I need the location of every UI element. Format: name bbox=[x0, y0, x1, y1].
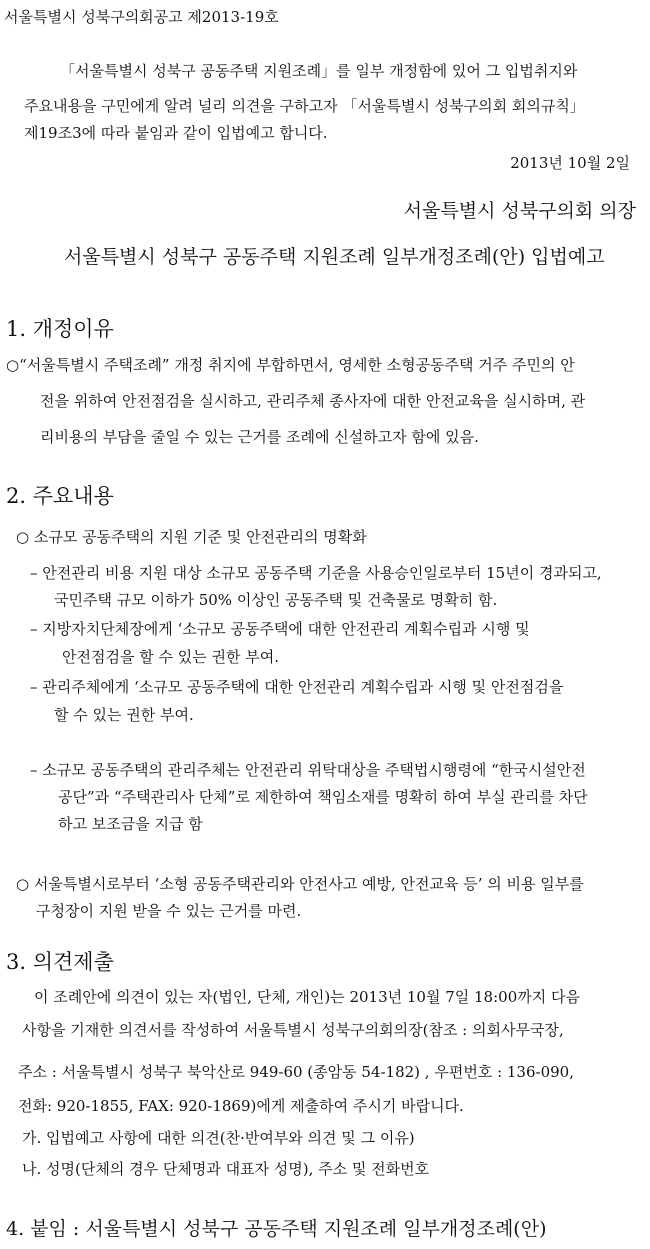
section-2-bullet-2-line-1: ○ 서울특별시로부터 ‘소형 공동주택관리와 안전사고 예방, 안전교육 등’ 의 비용 일부를 bbox=[16, 875, 584, 893]
section-3-heading: 3. 의견제출 bbox=[6, 950, 114, 974]
section-2-dash-2-line-2: 안전점검을 할 수 있는 권한 부여. bbox=[62, 648, 279, 666]
section-1-heading: 1. 개정이유 bbox=[6, 317, 114, 341]
section-3-item-ga: 가. 입법예고 사항에 대한 의견(찬·반여부와 의견 및 그 이유) bbox=[22, 1129, 415, 1147]
section-2-bullet-2-line-2: 구청장이 지원 받을 수 있는 근거를 마련. bbox=[36, 902, 302, 920]
intro-line-3: 제19조3에 따라 붙임과 같이 입법예고 합니다. bbox=[24, 124, 328, 142]
intro-line-2: 주요내용을 구민에게 알려 널리 의견을 구하고자 「서울특별시 성북구의회 회의규칙」 bbox=[24, 97, 585, 115]
section-2-dash-3-line-1: – 관리주체에게 ‘소규모 공동주택에 대한 안전관리 계획수립과 시행 및 안전점검을 bbox=[30, 678, 564, 696]
signatory: 서울특별시 성북구의회 의장 bbox=[403, 200, 636, 222]
section-2-dash-4-line-3: 하고 보조금을 지급 함 bbox=[58, 815, 203, 833]
notice-number: 서울특별시 성북구의회공고 제2013-19호 bbox=[4, 8, 279, 26]
section-2-heading: 2. 주요내용 bbox=[6, 484, 114, 508]
notice-date: 2013년 10월 2일 bbox=[510, 154, 630, 172]
section-3-item-na: 나. 성명(단체의 경우 단체명과 대표자 성명), 주소 및 전화번호 bbox=[22, 1160, 430, 1178]
document-title: 서울특별시 성북구 공동주택 지원조례 일부개정조례(안) 입법예고 bbox=[64, 246, 605, 268]
section-1-line-2: 전을 위하여 안전점검을 실시하고, 관리주체 종사자에 대한 안전교육을 실시하며, 관 bbox=[40, 392, 586, 410]
section-2-dash-4-line-2: 공단”과 “주택관리사 단체”로 제한하여 책임소재를 명확히 하여 부실 관리를 차단 bbox=[58, 788, 588, 806]
section-2-dash-1-line-1: – 안전관리 비용 지원 대상 소규모 공동주택 기준을 사용승인일로부터 15년이 경과되고, bbox=[30, 564, 602, 582]
section-3-line-2: 사항을 기재한 의견서를 작성하여 서울특별시 성북구의회의장(참조 : 의회사무국장, bbox=[22, 1021, 564, 1039]
section-2-dash-4-line-1: – 소규모 공동주택의 관리주체는 안전관리 위탁대상을 주택법시행령에 “한국시설안전 bbox=[30, 761, 586, 779]
section-3-line-3: 주소 : 서울특별시 성북구 북악산로 949-60 (종암동 54-182) , 우편번호 : 136-090, bbox=[18, 1063, 574, 1081]
section-3-line-4: 전화: 920-1855, FAX: 920-1869)에게 제출하여 주시기 바랍니다. bbox=[18, 1097, 464, 1115]
section-4-heading: 4. 붙임 : 서울특별시 성북구 공동주택 지원조례 일부개정조례(안) bbox=[6, 1218, 547, 1240]
section-1-line-1: ○“서울특별시 주택조례” 개정 취지에 부합하면서, 영세한 소형공동주택 거주 주민의 안 bbox=[6, 356, 575, 374]
section-2-dash-3-line-2: 할 수 있는 권한 부여. bbox=[54, 706, 194, 724]
intro-line-1: 「서울특별시 성북구 공동주택 지원조례」를 일부 개정함에 있어 그 입법취지와 bbox=[60, 62, 578, 80]
section-3-line-1: 이 조례안에 의견이 있는 자(법인, 단체, 개인)는 2013년 10월 7일 18:00까지 다음 bbox=[34, 988, 580, 1006]
section-1-line-3: 리비용의 부담을 줄일 수 있는 근거를 조례에 신설하고자 함에 있음. bbox=[40, 428, 479, 446]
section-2-bullet-1: ○ 소규모 공동주택의 지원 기준 및 안전관리의 명확화 bbox=[16, 528, 367, 546]
section-2-dash-2-line-1: – 지방자치단체장에게 ‘소규모 공동주택에 대한 안전관리 계획수립과 시행 및 bbox=[30, 620, 530, 638]
section-2-dash-1-line-2: 국민주택 규모 이하가 50% 이상인 공동주택 및 건축물로 명확히 함. bbox=[54, 591, 498, 609]
